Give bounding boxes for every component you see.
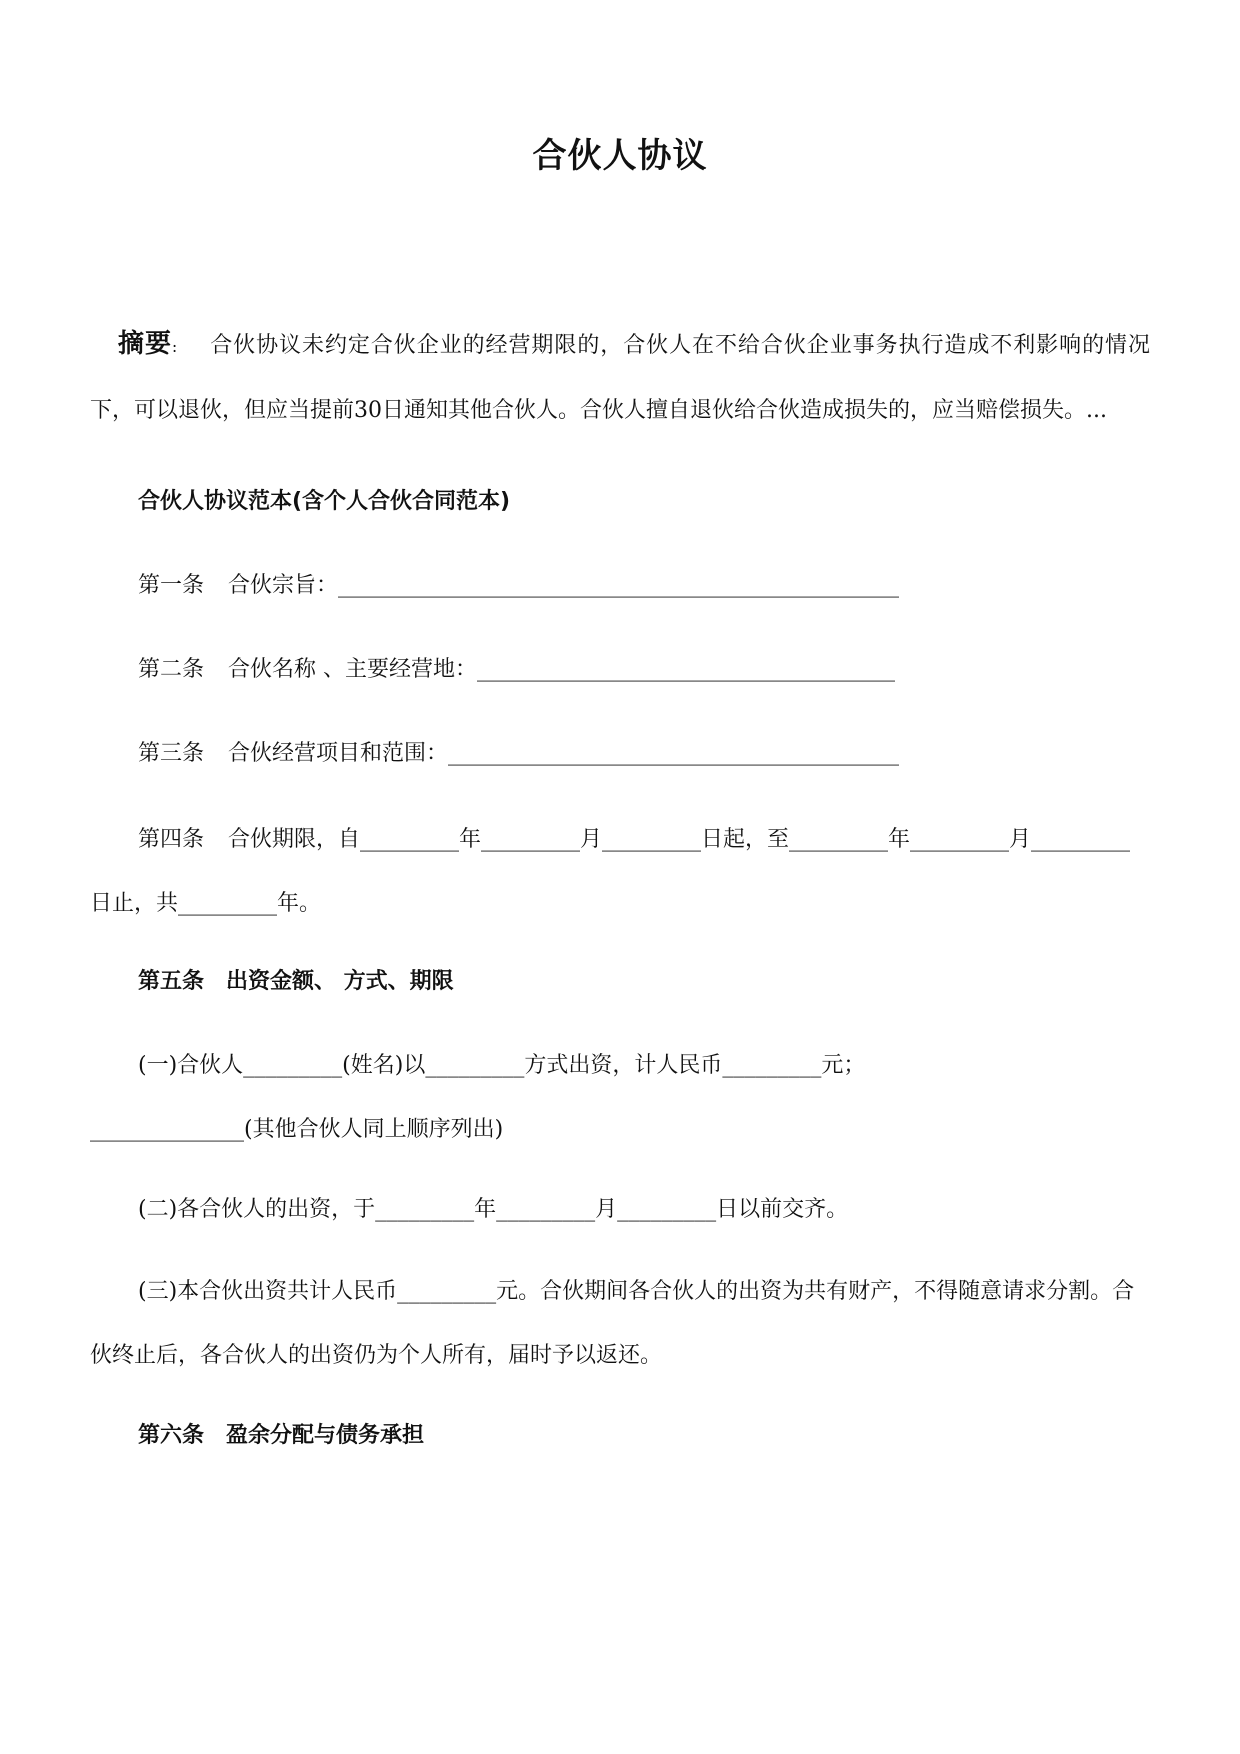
section-title: 合伙人协议范本(含个人合伙合同范本) — [138, 489, 511, 514]
article-5-item-3: (三)本合伙出资共计人民币_________元。合伙期间各合伙人的出资为共有财产，不得随意请求分割。合伙终止后，各合伙人的出资仍为个人所有，届时予以返还。 — [90, 1279, 1135, 1368]
document-title: 合伙人协议 — [532, 136, 708, 176]
article-2-text: 合伙名称 、主要经营地：______________________________________ — [228, 657, 896, 682]
article-4-text: 合伙期限，自_________年_________月_________日起，至_________年_________月_________日止，共_________年。 — [90, 827, 1131, 916]
article-3-text: 合伙经营项目和范围：_________________________________________ — [228, 741, 900, 766]
abstract-label: 摘要 — [118, 329, 172, 359]
article-5-item-2: (二)各合伙人的出资，于_________年_________月_________日以前交齐。 — [138, 1197, 849, 1222]
article-4 — [90, 808, 1150, 936]
article-1 — [138, 568, 899, 599]
abstract-text: 合伙协议未约定合伙企业的经营期限的，合伙人在不给合伙企业事务执行造成不利影响的情况下，可以退伙，但应当提前30日通知其他合伙人。合伙人擅自退伙给合伙造成损失的，应当赔偿损失。... — [90, 333, 1150, 423]
article-1-number: 第一条 — [138, 573, 205, 598]
article-5-item-1-continuation: ______________(其他合伙人同上顺序列出) — [90, 1117, 504, 1142]
article-4-number: 第四条 — [138, 827, 205, 852]
article-5-item-1: (一)合伙人_________(姓名)以_________方式出资，计人民币_________元； — [138, 1053, 866, 1078]
article-6-heading: 第六条 盈余分配与债务承担 — [138, 1423, 425, 1448]
article-5-heading: 第五条 出资金额、 方式、期限 — [138, 969, 454, 994]
article-2-number: 第二条 — [138, 657, 205, 682]
abstract-colon: : — [171, 337, 178, 356]
article-1-text: 合伙宗旨：___________________________________________________ — [228, 573, 900, 598]
article-3-number: 第三条 — [138, 741, 205, 766]
article-2 — [138, 652, 895, 683]
article-3 — [138, 736, 899, 767]
abstract-paragraph — [90, 312, 1150, 443]
